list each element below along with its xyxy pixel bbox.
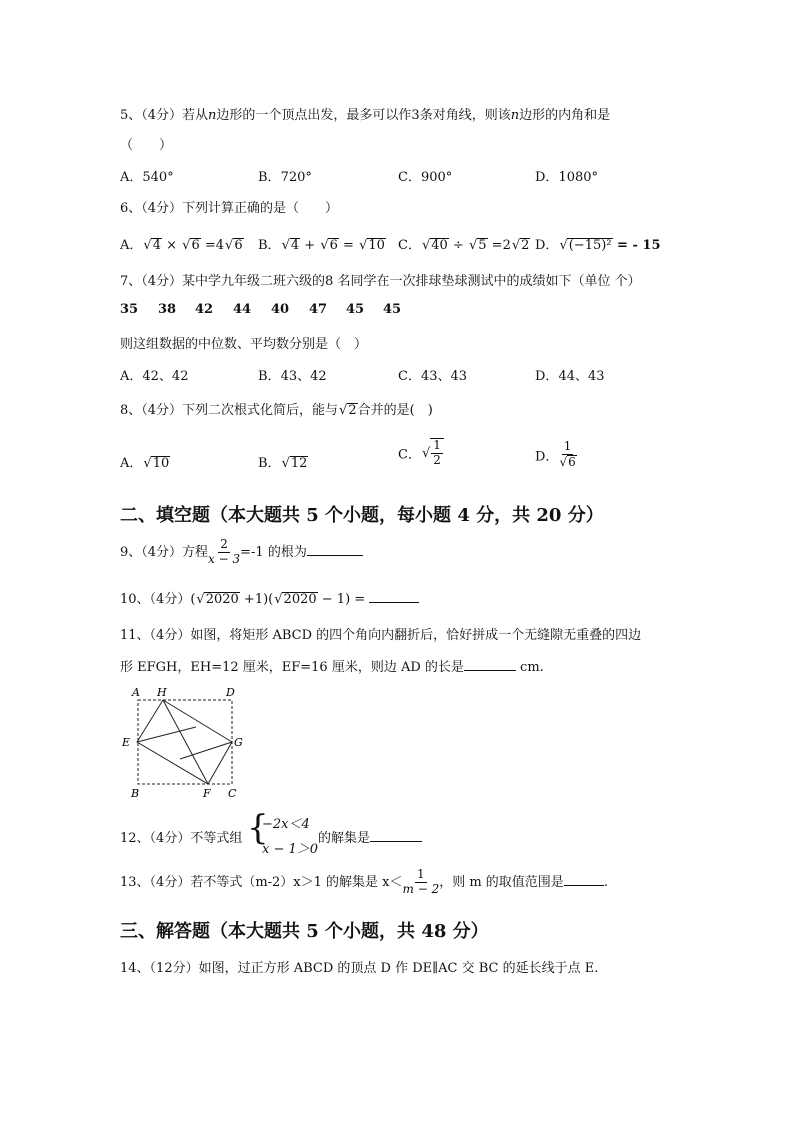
label-c: C <box>228 787 237 800</box>
label-b: B <box>131 787 140 800</box>
q14-stem: 14、（12分）如图，过正方形 ABCD 的顶点 D 作 DE∥AC 交 BC 的延长线于点 E. <box>120 961 599 976</box>
q7-score: 45 <box>346 302 365 317</box>
q10-stem: 10、（4分）(√ 2020 +1)(√ 2020 − 1) = <box>120 588 419 607</box>
q5-stem: 5、（4分）若从n边形的一个顶点出发，最多可以作3条对角线，则该n边形的内角和是 <box>120 108 611 123</box>
label-e: E <box>122 736 131 749</box>
q6-option-a: A．√ 4 × √ 6 =4√ 6 <box>120 234 244 253</box>
q10-answer-blank <box>369 602 419 603</box>
q8-option-d: D． 1 √ 6 <box>535 440 577 470</box>
q12-stem: 12、（4分）不等式组 <box>120 831 243 846</box>
q5-option-c: C．900° <box>398 170 453 185</box>
q12-answer-blank <box>370 841 422 842</box>
q6-stem: 6、（4分）下列计算正确的是（ ） <box>120 201 339 216</box>
q9-stem: 9、（4分）方程 $\frac{2}{x - 3}$ =-1 的根为 <box>120 538 363 567</box>
q7-score: 35 <box>120 302 139 317</box>
q13-answer-blank <box>564 885 604 886</box>
q7-score: 38 <box>158 302 177 317</box>
q9-answer-blank <box>307 555 363 556</box>
q8-option-b: B．√ 12 <box>258 452 308 471</box>
q13-stem: 13、（4分）若不等式（m-2）x＞1 的解集是 x＜ $\frac{1}{m - 2}$ ，则 m 的取值范围是 . <box>120 867 608 896</box>
label-h: H <box>157 686 167 699</box>
q11-line-1: 11、（4分）如图，将矩形 ABCD 的四个角向内翻折后，恰好拼成一个无缝隙无重叠的四边 <box>120 628 642 643</box>
q7-score: 40 <box>271 302 290 317</box>
q8-option-a: A．√ 10 <box>120 452 170 471</box>
q7-option-a: A．42、42 <box>120 369 189 384</box>
q12-brace: { <box>247 808 269 848</box>
q7-option-d: D．44、43 <box>535 369 605 384</box>
q7-score: 42 <box>195 302 214 317</box>
q8-stem: 8、（4分）下列二次根式化简后，能与√ 2合并的是( ) <box>120 399 433 418</box>
label-g: G <box>234 736 243 749</box>
q7-score: 44 <box>233 302 252 317</box>
q5-option-d: D．1080° <box>535 170 599 185</box>
fold-line <box>163 700 208 784</box>
section-3-heading: 三、解答题（本大题共 5 个小题，共 48 分） <box>120 921 489 942</box>
fold-line <box>137 727 196 742</box>
q11-answer-blank <box>464 670 516 671</box>
q5-option-a: A．540° <box>120 170 174 185</box>
q5-option-b: B．720° <box>258 170 312 185</box>
label-d: D <box>226 686 235 699</box>
q7-option-c: C．43、43 <box>398 369 468 384</box>
q7-score: 45 <box>383 302 402 317</box>
q12-tail: 的解集是 <box>318 827 422 846</box>
label-a: A <box>132 686 140 699</box>
q11-line-2: 形 EFGH，EH=12 厘米，EF=16 厘米，则边 AD 的长是 cm. <box>120 660 544 675</box>
q12-inequality-1: −2x＜4 <box>262 817 310 832</box>
q6-option-b: B．√ 4 + √ 6 = √ 10 <box>258 234 386 253</box>
q8-option-c: C． √ $\frac{1}{2}$ <box>398 438 444 468</box>
quad-efgh <box>137 700 232 784</box>
q12-inequality-2: x − 1＞0 <box>262 842 319 857</box>
q6-option-d: D．√ (−15)² = - 15 <box>535 234 661 253</box>
q7-score: 47 <box>309 302 328 317</box>
q5-paren: （ ） <box>120 138 173 153</box>
q11-figure <box>118 684 248 802</box>
label-f: F <box>203 787 211 800</box>
q7-stem-2: 则这组数据的中位数、平均数分别是（ ） <box>120 337 368 352</box>
q7-stem: 7、（4分）某中学九年级二班六级的8 名同学在一次排球垫球测试中的成绩如下（单位 个） <box>120 274 641 289</box>
q7-option-b: B．43、42 <box>258 369 327 384</box>
section-2-heading: 二、填空题（本大题共 5 个小题，每小题 4 分，共 20 分） <box>120 505 604 526</box>
q6-option-c: C．√ 40 ÷ √ 5 =2√ 2 <box>398 234 530 253</box>
